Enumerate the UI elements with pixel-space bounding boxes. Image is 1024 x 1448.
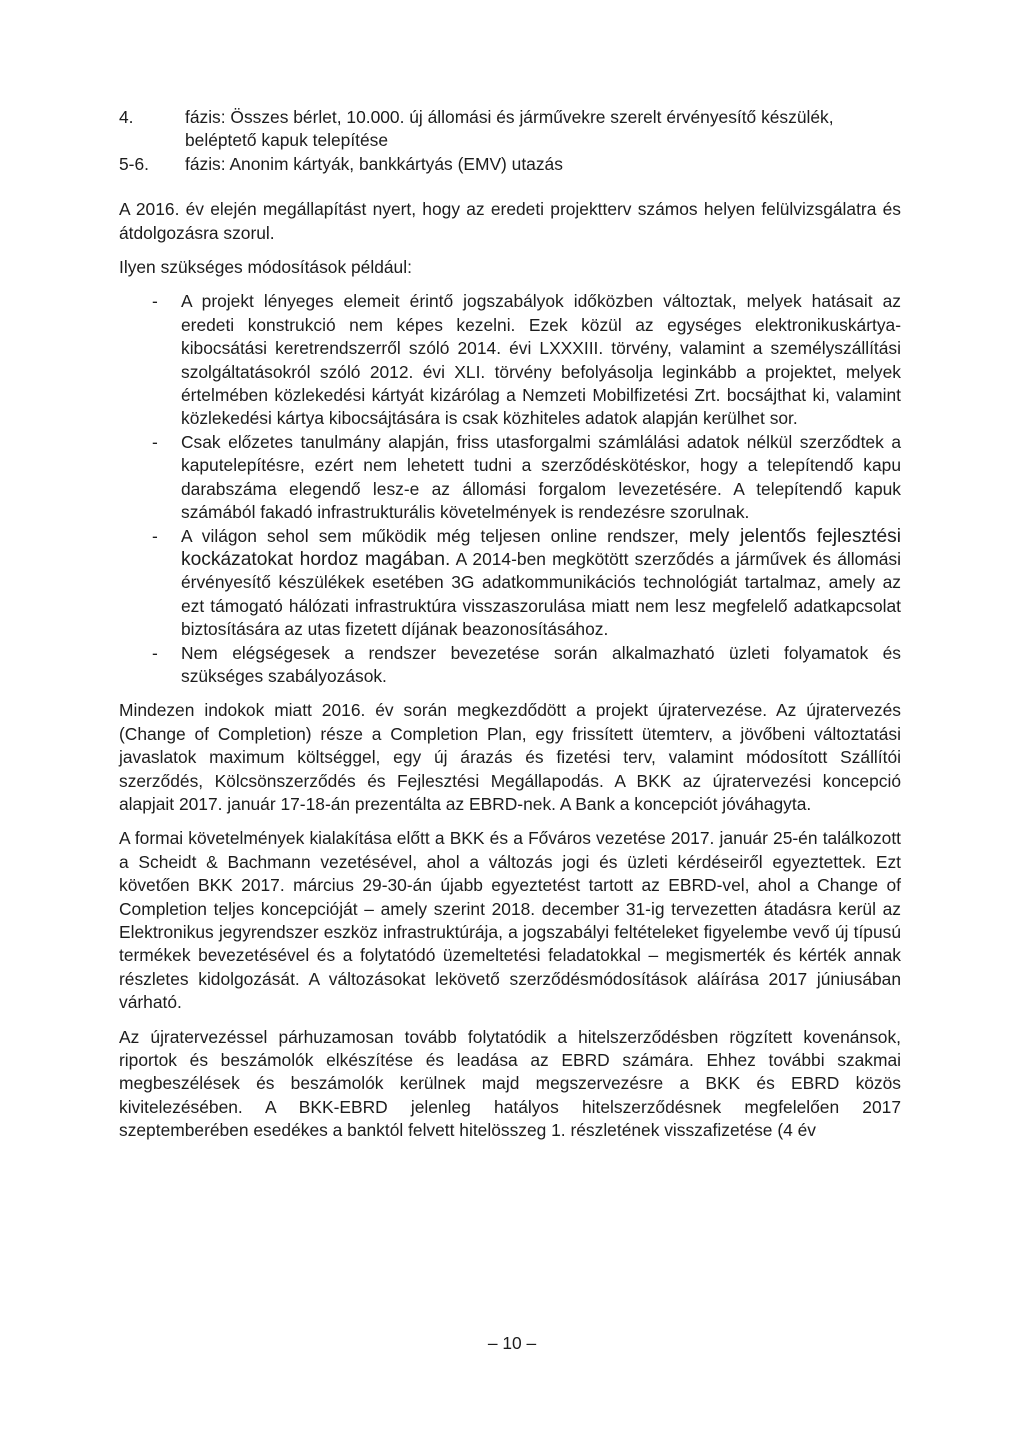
paragraph-2016-review: A 2016. év elején megállapítást nyert, hogy az eredeti projektterv számos helyen felülvizsgálatra és átdolgozásra szorul. xyxy=(119,199,901,243)
bullet-dash: - xyxy=(152,431,158,452)
list-item-online-system xyxy=(119,525,901,642)
list-item-text-start: A világon sehol sem működik még teljesen online rendszer, xyxy=(181,525,679,546)
examples-intro: Ilyen szükséges módosítások például: xyxy=(119,257,412,278)
list-item-gate-installation xyxy=(119,431,901,525)
phase-text: fázis: Anonim kártyák, bankkártyás (EMV) utazás xyxy=(185,153,563,174)
list-item-text: Csak előzetes tanulmány alapján, friss utasforgalmi számlálási adatok nélkül szerződtek a kaputelepítésre, ezért nem lehetett tudni a szerződéskötéskor, hogy a telepítendő kapu darabszáma elegendő lesz-e az állomási forgalom levezetésére. A telepítendő kapuk számából fakadó infrastrukturális követelmények is rendezésre szorulnak. xyxy=(181,431,901,523)
list-item-text: Nem elégségesek a rendszer bevezetése során alkalmazható üzleti folyamatok és szükséges szabályozások. xyxy=(181,642,901,686)
bullet-dash: - xyxy=(152,291,158,312)
phase-number: 5-6. xyxy=(119,153,149,174)
phase-number: 4. xyxy=(119,107,134,127)
bullet-dash: - xyxy=(152,642,158,663)
emphasized-risk-text: mely jelentős fejlesztési kockázatokat hordoz magában. xyxy=(181,525,901,570)
phase-item-5-6 xyxy=(119,153,901,176)
paragraph-parallel-tasks: Az újratervezéssel párhuzamosan tovább folytatódik a hitelszerződésben rögzített kovenánsok, riportok és beszámolók elkészítése és leadása az EBRD számára. Ehhez további szakmai megbeszélések és beszámolók kerülnek majd megszervezésre a BKK és EBRD közös kivitelezésében. A BKK-EBRD jelenleg hatályos hitelszerződésnek megfelelően 2017 szeptemberében esedékes a banktól felvett hitelösszeg 1. részletének visszafizetése (4 év xyxy=(119,1026,901,1141)
document-page xyxy=(119,106,901,1143)
bullet-dash: - xyxy=(152,525,158,546)
phase-text: fázis: Összes bérlet, 10.000. új állomási és járművekre szerelt érvényesítő készülék, beléptető kapuk telepítése xyxy=(185,107,834,151)
list-item-legal-changes xyxy=(119,290,901,430)
list-item-business-processes xyxy=(119,642,901,689)
page-number: – 10 – xyxy=(487,1333,537,1353)
paragraph-formal-requirements: A formai követelmények kialakítása előtt a BKK és a Főváros vezetése 2017. január 25-én találkozott a Scheidt & Bachmann vezetésével, ahol a változás jogi és üzleti kérdéseiről egyeztettek. Ezt követően BKK 2017. március 29-30-án újabb egyeztetést tartott az EBRD-vel, ahol a Change of Completion teljes koncepcióját – amely szerint 2018. december 31-ig tervezetten átadásra kerül az Elektronikus jegyrendszer eszköz infrastruktúrája, a jogszabályi feltételeket figyelembe vevő új típusú termékek bevezetésével és a folytatódó üzemeltetési feladatokkal – megismerték és kérték annak részletes kidolgozását. A változásokat lekövető szerződésmódosítások aláírása 2017 júniusában várható. xyxy=(119,828,901,1013)
list-item-text: A projekt lényeges elemeit érintő jogszabályok időközben változtak, melyek hatásait az eredeti konstrukció nem képes kezelni. Ezek közül az egységes elektronikuskártya-kibocsátási keretrendszerről szóló 2014. évi LXXXIII. törvény, valamint a személyszállítási szolgáltatásokról szóló 2012. évi XLI. törvény befolyásolja leginkább a projektet, melyek értelmében közlekedési kártyát kizárólag a Nemzeti Mobilfizetési Zrt. bocsájthat ki, valamint közlekedési kártya kibocsájtására is csak közhiteles adatok alapján kerülhet sor. xyxy=(181,291,901,429)
paragraph-redesign: Mindezen indokok miatt 2016. év során megkezdődött a projekt újratervezése. Az újratervezés (Change of Completion) része a Completion Plan, egy frissített ütemterv, a jövőbeni változtatási javaslatok maximum költséggel, egy új árazás és fizetési terv, valamint módosított Szállítói szerződés, Kölcsönszerződés és Fejlesztési Megállapodás. A BKK az újratervezési koncepció alapjait 2017. január 17-18-án prezentálta az EBRD-nek. A Bank a koncepciót jóváhagyta. xyxy=(119,700,901,814)
list-item-text xyxy=(181,525,901,642)
phase-item-4 xyxy=(119,106,901,153)
list-item-text-end: A 2014-ben megkötött szerződés a járművek és állomási érvényesítő készülékek esetében 3G adatkommunikációs technológiát tartalmaz, amely az ezt támogató hálózati infrastruktúra visszaszorulása miatt nem lesz megfelelő adatkapcsolat biztosítására az utas fizetett díjának beazonosításához. xyxy=(181,548,901,640)
modifications-list xyxy=(119,290,901,688)
